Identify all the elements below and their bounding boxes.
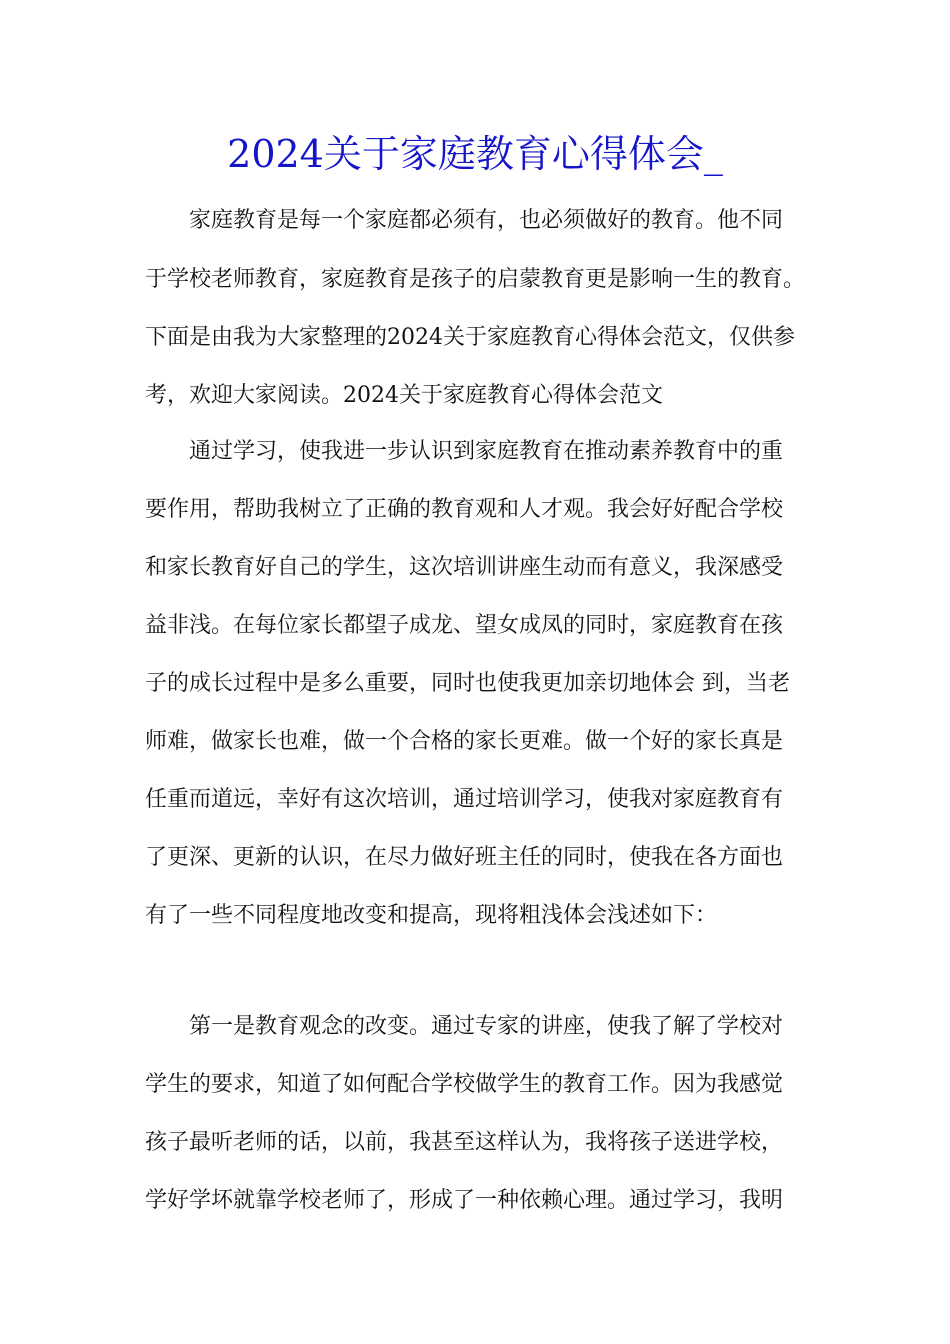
paragraph-line: 学好学坏就靠学校老师了，形成了一种依赖心理。通过学习，我明 xyxy=(145,1188,784,1213)
paragraph-line: 子的成长过程中是多么重要，同时也使我更加亲切地体会 到，当老 xyxy=(145,671,790,696)
paragraph-line: 有了一些不同程度地改变和提高，现将粗浅体会浅述如下： xyxy=(145,903,718,928)
paragraph-line: 于学校老师教育，家庭教育是孩子的启蒙教育更是影响一生的教育。 xyxy=(145,267,806,292)
paragraph-line: 考，欢迎大家阅读。2024关于家庭教育心得体会范文 xyxy=(145,383,663,408)
paragraph-line: 通过学习，使我进一步认识到家庭教育在推动素养教育中的重 xyxy=(189,439,784,464)
paragraph-line: 学生的要求，知道了如何配合学校做学生的教育工作。因为我感觉 xyxy=(145,1072,784,1097)
paragraph-line: 孩子最听老师的话，以前，我甚至这样认为，我将孩子送进学校， xyxy=(145,1130,784,1155)
paragraph-line: 了更深、更新的认识，在尽力做好班主任的同时，使我在各方面也 xyxy=(145,845,784,870)
paragraph-line: 家庭教育是每一个家庭都必须有，也必须做好的教育。他不同 xyxy=(189,208,784,233)
paragraph-line: 要作用，帮助我树立了正确的教育观和人才观。我会好好配合学校 xyxy=(145,497,784,522)
paragraph-line: 第一是教育观念的改变。通过专家的讲座，使我了解了学校对 xyxy=(189,1014,784,1039)
paragraph-line: 师难，做家长也难，做一个合格的家长更难。做一个好的家长真是 xyxy=(145,729,784,754)
paragraph-line: 任重而道远，幸好有这次培训，通过培训学习，使我对家庭教育有 xyxy=(145,787,784,812)
paragraph-line: 和家长教育好自己的学生，这次培训讲座生动而有意义，我深感受 xyxy=(145,555,784,580)
paragraph-line: 益非浅。在每位家长都望子成龙、望女成凤的同时，家庭教育在孩 xyxy=(145,613,784,638)
paragraph-line: 下面是由我为大家整理的2024关于家庭教育心得体会范文，仅供参 xyxy=(145,325,795,350)
document-title: 2024关于家庭教育心得体会_ xyxy=(227,132,723,176)
